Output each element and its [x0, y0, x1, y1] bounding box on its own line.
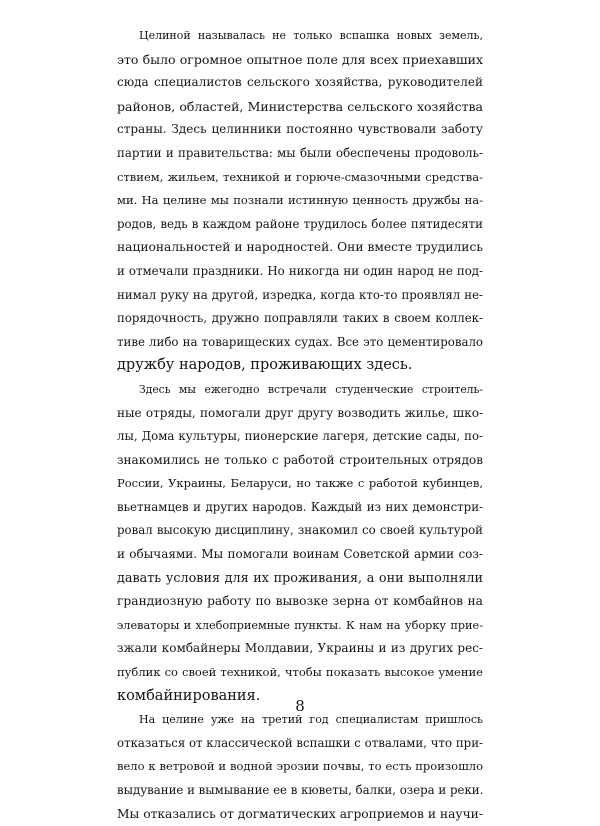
text-line: отказаться от классической вспашки с отвалами, что при- [117, 735, 483, 750]
text-line: знакомились не только с работой строительных отрядов [117, 452, 483, 467]
text-line: вело к ветровой и водной эрозии почвы, то есть произошло [117, 759, 483, 774]
text-line: России, Украины, Беларуси, но также с работой кубинцев, [117, 476, 483, 491]
text-line: и отмечали праздники. Но никогда ни один народ не под- [117, 263, 483, 278]
text-line: Мы отказались от догматических агроприемов и научи- [117, 806, 483, 821]
paragraph-3 [117, 708, 483, 826]
text-line: сюда специалистов сельского хозяйства, руководителей [117, 75, 483, 90]
text-line: вьетнамцев и других народов. Каждый из них демонстри- [117, 499, 483, 514]
text-line: На целине уже на третий год специалистам пришлось [139, 713, 483, 727]
text-line: партии и правительства: мы были обеспечены продоволь- [117, 145, 483, 160]
text-line: страны. Здесь целинники постоянно чувствовали заботу [117, 122, 483, 137]
text-line: районов, областей, Министерства сельского хозяйства [117, 98, 483, 114]
text-line: грандиозную работу по вывозке зерна от комбайнов на [117, 594, 483, 609]
text-line: тиве либо на товарищеских судах. Все это цементировало [117, 334, 483, 349]
text-line: национальностей и народностей. Они вместе трудились [117, 240, 483, 255]
text-line: Целиной называлась не только вспашка новых земель, [139, 29, 483, 42]
text-line: зжали комбайнеры Молдавии, Украины и из других рес- [117, 641, 483, 656]
text-line: порядочность, дружно поправляли таких в своем коллек- [117, 311, 483, 326]
text-line: родов, ведь в каждом районе трудилось более пятидесяти [117, 216, 483, 231]
text-line: ми. На целине мы познали истинную ценность дружбы на- [117, 193, 483, 208]
text-line: и обычаями. Мы помогали воинам Советской армии соз- [117, 547, 483, 562]
text-line: лы, Дома культуры, пионерские лагеря, детские сады, по- [117, 429, 483, 444]
text-line: выдувание и вымывание ее в кюветы, балки, озера и реки. [117, 783, 484, 797]
text-line: нимал руку на другой, изредка, когда кто-то проявлял не- [117, 287, 483, 302]
text-line: ровал высокую дисциплину, знакомил со своей культурой [117, 523, 483, 538]
text-line: давать условия для их проживания, а они выполняли [117, 570, 483, 586]
text-line: элеваторы и хлебоприемные пункты. К нам на уборку прие- [117, 618, 483, 632]
text-line: ные отряды, помогали друг другу возводить жилье, шко- [117, 405, 483, 420]
text-line: ствием, жильем, техникой и горюче-смазочными средства- [117, 169, 483, 184]
text-line: дружбу народов, проживающих здесь. [117, 357, 413, 374]
text-line: комбайнирования. [117, 687, 261, 704]
paragraph-2 [117, 378, 483, 708]
text-line: публик со своей техникой, чтобы показать высокое умение [117, 665, 483, 680]
page-number: 8 [295, 697, 305, 715]
paragraph-1 [117, 24, 483, 378]
text-line: это было огромное опытное поле для всех приехавших [117, 51, 483, 67]
text-line: Здесь мы ежегодно встречали студенческие строитель- [139, 382, 483, 396]
